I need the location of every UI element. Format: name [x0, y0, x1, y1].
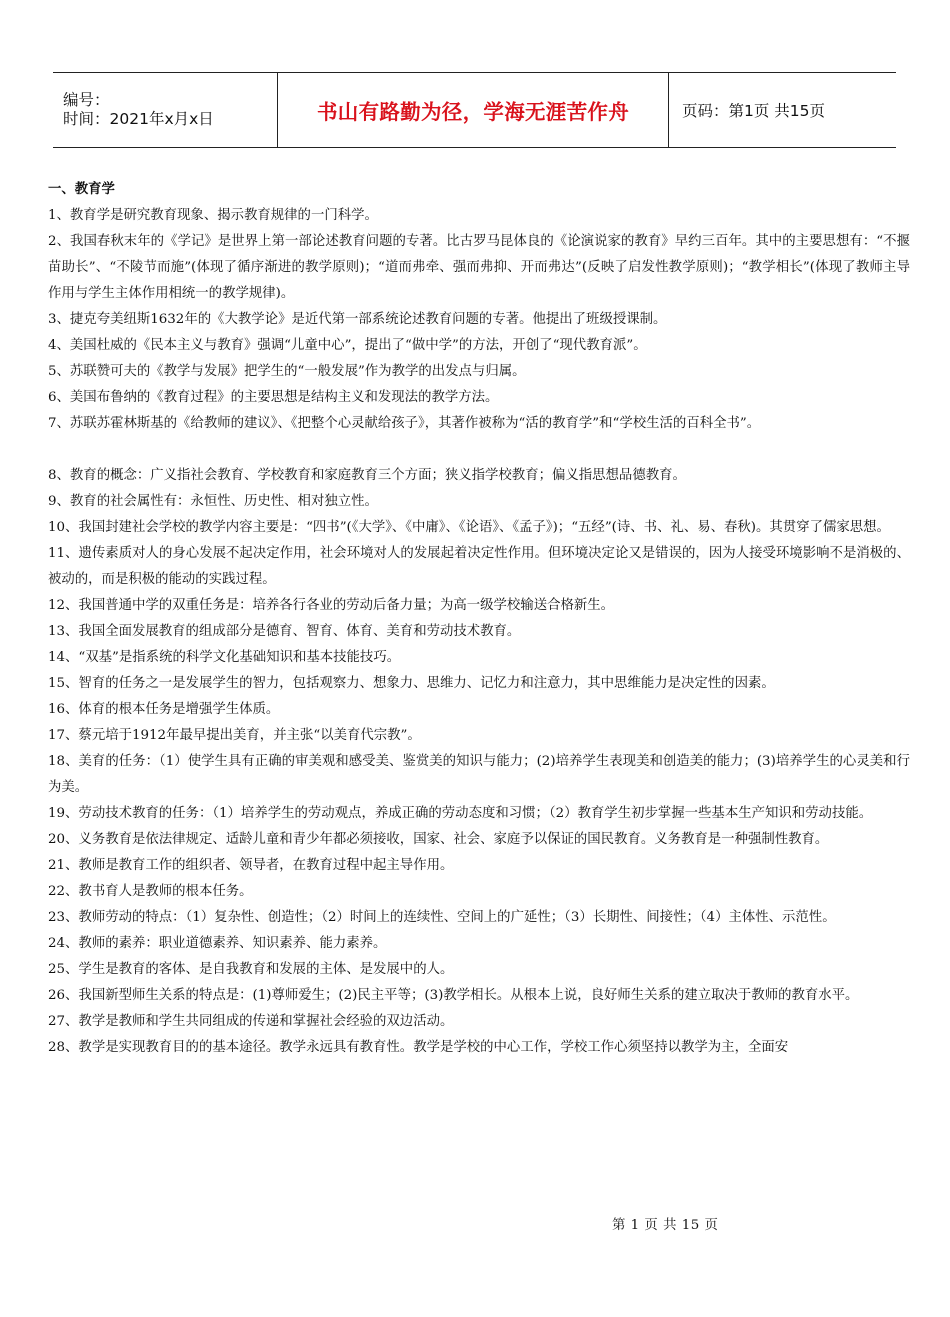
item-list-b: [48, 463, 910, 1061]
document-body: [48, 177, 910, 1061]
header-page-cell: [669, 73, 825, 147]
list-item: 5、苏联赞可夫的《教学与发展》把学生的“一般发展”作为教学的出发点与归属。: [48, 364, 526, 379]
motto: 书山有路勤为径，学海无涯苦作舟: [317, 100, 629, 124]
page-label: 页码：第1页 共15页: [682, 102, 826, 120]
list-item: 26、我国新型师生关系的特点是：(1)尊师爱生；(2)民主平等；(3)教学相长。从根本上说，良好师生关系的建立取决于教师的教育水平。: [48, 988, 859, 1003]
list-item: 9、教育的社会属性有：永恒性、历史性、相对独立性。: [48, 494, 378, 509]
page-footer: 第 1 页 共 15 页: [612, 1218, 719, 1233]
list-item: 17、蔡元培于1912年最早提出美育，并主张“以美育代宗教”。: [48, 728, 421, 743]
list-item: 28、教学是实现教育目的的基本途径。教学永远具有教育性。教学是学校的中心工作，学校工作心须坚持以教学为主，全面安: [48, 1040, 789, 1055]
list-item: 7、苏联苏霍林斯基的《给教师的建议》、《把整个心灵献给孩子》，其著作被称为“活的教育学”和“学校生活的百科全书”。: [48, 416, 761, 431]
list-item: 3、捷克夸美纽斯1632年的《大教学论》是近代第一部系统论述教育问题的专著。他提出了班级授课制。: [48, 312, 667, 327]
list-item: 15、智育的任务之一是发展学生的智力，包括观察力、想象力、思维力、记忆力和注意力，其中思维能力是决定性的因素。: [48, 676, 775, 691]
list-item: 13、我国全面发展教育的组成部分是德育、智育、体育、美育和劳动技术教育。: [48, 624, 521, 639]
list-item: 6、美国布鲁纳的《教育过程》的主要思想是结构主义和发现法的教学方法。: [48, 390, 499, 405]
list-item: 18、美育的任务：（1）使学生具有正确的审美观和感受美、鉴赏美的知识与能力；(2)培养学生表现美和创造美的能力；(3)培养学生的心灵美和行为美。: [48, 754, 910, 795]
document-header: [53, 72, 896, 148]
header-motto-cell: [277, 73, 669, 147]
list-item: 19、劳动技术教育的任务：（1）培养学生的劳动观点，养成正确的劳动态度和习惯；（2）教育学生初步掌握一些基本生产知识和劳动技能。: [48, 806, 873, 821]
list-item: 1、教育学是研究教育现象、揭示教育规律的一门科学。: [48, 208, 378, 223]
header-meta: [53, 73, 277, 147]
list-item: 27、教学是教师和学生共同组成的传递和掌握社会经验的双边活动。: [48, 1014, 454, 1029]
section-title: 一、教育学: [48, 182, 115, 197]
list-item: 12、我国普通中学的双重任务是：培养各行各业的劳动后备力量；为高一级学校输送合格新生。: [48, 598, 615, 613]
list-item: 23、教师劳动的特点：（1）复杂性、创造性；（2）时间上的连续性、空间上的广延性；（3）长期性、间接性；（4）主体性、示范性。: [48, 910, 836, 925]
list-item: 21、教师是教育工作的组织者、领导者，在教育过程中起主导作用。: [48, 858, 454, 873]
list-item: 20、义务教育是依法律规定、适龄儿童和青少年都必须接收，国家、社会、家庭予以保证的国民教育。义务教育是一种强制性教育。: [48, 832, 829, 847]
list-item: 22、教书育人是教师的根本任务。: [48, 884, 253, 899]
list-item: 14、“双基”是指系统的科学文化基础知识和基本技能技巧。: [48, 650, 401, 665]
number-label: 编号：: [63, 91, 110, 109]
paragraph-gap: [48, 437, 910, 463]
list-item: 11、遗传素质对人的身心发展不起决定作用，社会环境对人的发展起着决定性作用。但环境决定论又是错误的，因为人接受环境影响不是消极的、被动的，而是积极的能动的实践过程。: [48, 546, 910, 587]
time-label: 时间：2021年x月x日: [63, 110, 214, 128]
list-item: 4、美国杜威的《民本主义与教育》强调“儿童中心”，提出了“做中学”的方法，开创了“现代教育派”。: [48, 338, 647, 353]
list-item: 25、学生是教育的客体、是自我教育和发展的主体、是发展中的人。: [48, 962, 454, 977]
list-item: 8、教育的概念：广义指社会教育、学校教育和家庭教育三个方面；狭义指学校教育；偏义指思想品德教育。: [48, 468, 686, 483]
item-list-a: [48, 203, 910, 437]
list-item: 24、教师的素养：职业道德素养、知识素养、能力素养。: [48, 936, 387, 951]
list-item: 16、体育的根本任务是增强学生体质。: [48, 702, 280, 717]
list-item: 2、我国春秋末年的《学记》是世界上第一部论述教育问题的专著。比古罗马昆体良的《论演说家的教育》早约三百年。其中的主要思想有：“不揠苗助长”、“不陵节而施”(体现了循序渐进的教学原则)；“道而弗牵、强而弗抑、开而弗达”(反映了启发性教学原则)；“教学相长”(体现了教师主导作用与学生主体作用相统一的教学规律)。: [48, 234, 910, 301]
list-item: 10、我国封建社会学校的教学内容主要是：“四书”(《大学》、《中庸》、《论语》、《孟子》)；“五经”(诗、书、礼、易、春秋)。其贯穿了儒家思想。: [48, 520, 890, 535]
